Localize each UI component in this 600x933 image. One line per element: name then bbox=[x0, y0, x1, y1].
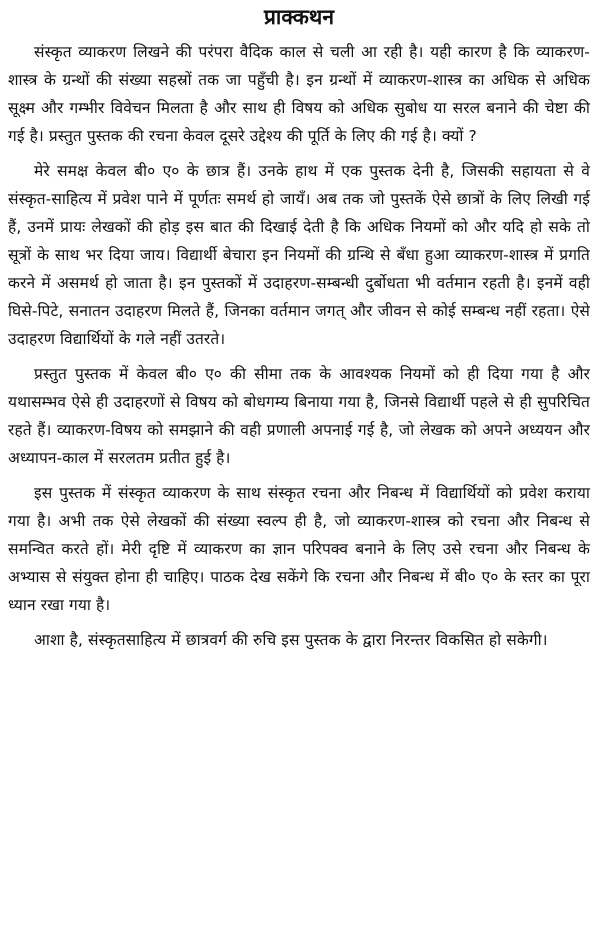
paragraph: संस्कृत व्याकरण लिखने की परंपरा वैदिक काल से चली आ रही है। यही कारण है कि व्याकरण-शास्त्र के ग्रन्थों की संख्या सहस्रों तक जा पहुँची है। इन ग्रन्थों में व्याकरण-शास्त्र का अधिक से अधिक सूक्ष्म और गम्भीर विवेचन मिलता है और साथ ही विषय को अधिक सुबोध या सरल बनाने की चेष्टा की गई है। प्रस्तुत पुस्तक की रचना केवल दूसरे उद्देश्य की पूर्ति के लिए की गई है। क्यों ? bbox=[8, 43, 590, 145]
paragraph: प्रस्तुत पुस्तक में केवल बी० ए० की सीमा तक के आवश्यक नियमों को ही दिया गया है और यथासम्भव ऐसे ही उदाहरणों से विषय को बोधगम्य बिनाया गया है, जिनसे विद्यार्थी पहले से ही सुपरिचित रहते हैं। व्याकरण-विषय को समझाने की वही प्रणाली अपनाई गई है, जो लेखक को अपने अध्ययन और अध्यापन-काल में सरलतम प्रतीत हुई है। bbox=[8, 365, 590, 467]
paragraph: आशा है, संस्कृतसाहित्य में छात्रवर्ग की रुचि इस पुस्तक के द्वारा निरन्तर विकसित हो सकेगी। bbox=[34, 631, 548, 649]
paragraph: मेरे समक्ष केवल बी० ए० के छात्र हैं। उनके हाथ में एक पुस्तक देनी है, जिसकी सहायता से वे संस्कृत-साहित्य में प्रवेश पाने में पूर्णतः समर्थ हो जायँ। अब तक जो पुस्तकें ऐसे छात्रों के लिए लिखी गई हैं, उनमें प्रायः लेखकों की होड़ इस बात की दिखाई देती है कि अधिक नियमों को और यदि हो सके तो सूत्रों के साथ भर दिया जाय। विद्यार्थी बेचारा इन नियमों की ग्रन्थि से बँधा हुआ व्याकरण-शास्त्र में प्रगति करने में असमर्थ हो जाता है। इन पुस्तकों में उदाहरण-सम्बन्धी दुर्बोधता भी वर्तमान रहती है। इनमें वही घिसे-पिटे, सनातन उदाहरण मिलते हैं, जिनका वर्तमान जगत् और जीवन से कोई सम्बन्ध नहीं रहता। ऐसे उदाहरण विद्यार्थियों के गले नहीं उतरते। bbox=[8, 162, 590, 348]
page-title: प्राक्कथन bbox=[263, 5, 335, 29]
paragraph: इस पुस्तक में संस्कृत व्याकरण के साथ संस्कृत रचना और निबन्ध में विद्यार्थियों को प्रवेश कराया गया है। अभी तक ऐसे लेखकों की संख्या स्वल्प ही है, जो व्याकरण-शास्त्र को रचना और निबन्ध से समन्वित करते हों। मेरी दृष्टि में व्याकरण का ज्ञान परिपक्व बनाने के लिए उसे रचना और निबन्ध के अभ्यास से संयुक्त होना ही चाहिए। पाठक देख सकेंगे कि रचना और निबन्ध में बी० ए० के स्तर का पूरा ध्यान रखा गया है। bbox=[8, 484, 590, 614]
